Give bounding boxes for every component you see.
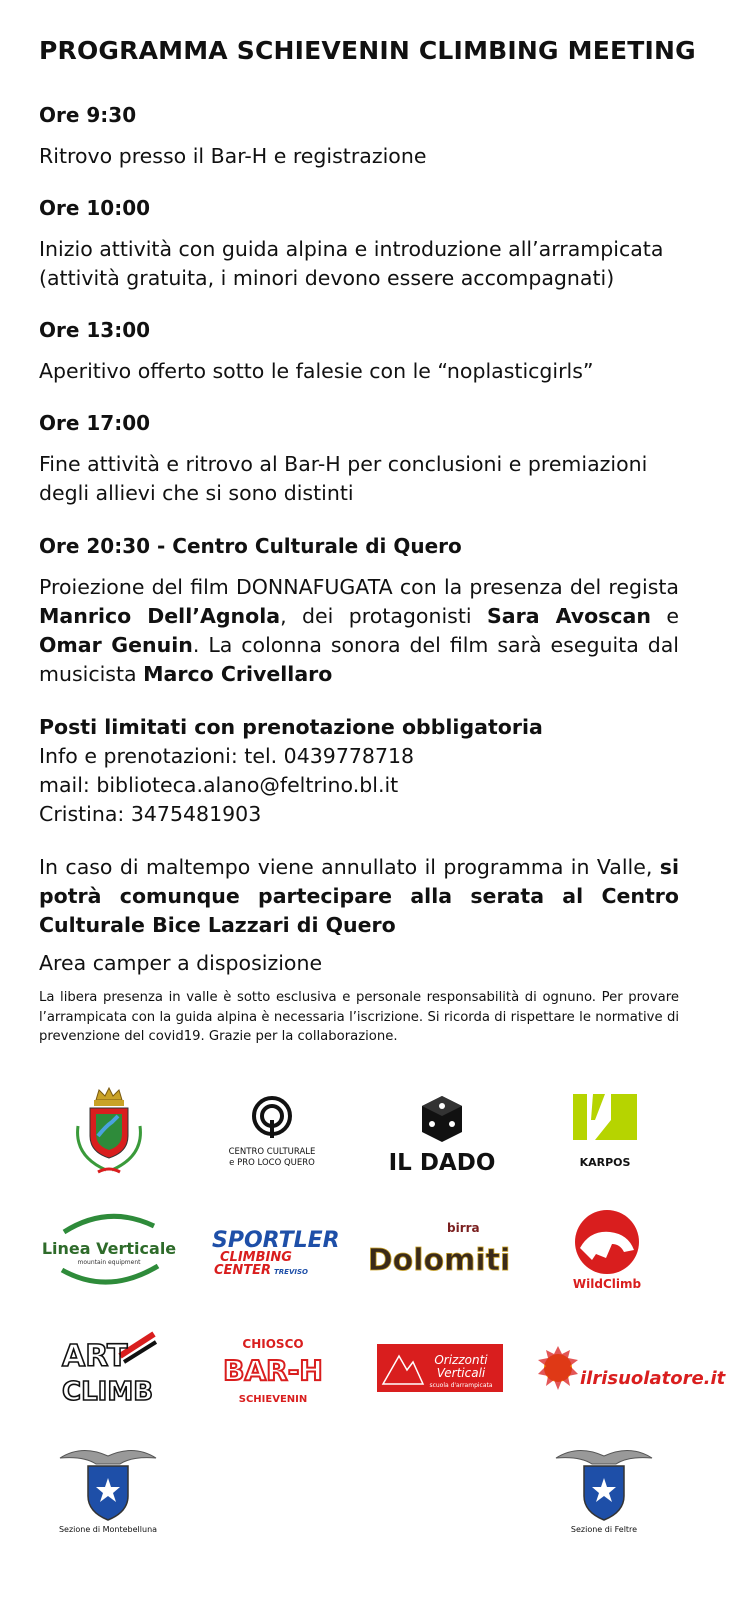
art-climb-logo — [58, 1330, 162, 1408]
quero-coat-of-arms-icon — [68, 1086, 150, 1178]
linea-verticale-logo — [41, 1208, 177, 1290]
time-930: Ore 9:30 — [39, 103, 137, 127]
cai-right-text: Sezione di Feltre — [570, 1525, 638, 1534]
sportler-treviso: TREVISO — [274, 1268, 308, 1276]
musician-name: Marco Crivellaro — [143, 662, 333, 686]
cai-montebelluna-logo — [52, 1440, 164, 1536]
chiosco-text: CHIOSCO — [242, 1337, 304, 1351]
cai-left-text: Sezione di Montebelluna — [58, 1525, 158, 1534]
director-name: Manrico Dell’Agnola — [39, 604, 281, 628]
text-1000-line2: (attività gratuita, i minori devono essere accompagnati) — [39, 266, 615, 290]
text-1700-line2: degli allievi che si sono distinti — [39, 481, 354, 505]
booking-block — [39, 713, 679, 829]
text-1300: Aperitivo offerto sotto le falesie con le “noplasticgirls” — [39, 359, 594, 383]
text-2030-part: Proiezione del film DONNAFUGATA con la presenza del regista — [39, 575, 679, 599]
sportler-text: SPORTLER — [212, 1228, 340, 1253]
text-2030-part: e — [650, 604, 679, 628]
orizzonti-verticali-logo — [377, 1344, 503, 1392]
page-title: PROGRAMMA SCHIEVENIN CLIMBING MEETING — [39, 36, 696, 65]
time-1700: Ore 17:00 — [39, 411, 151, 435]
text-1000 — [39, 235, 679, 293]
wildclimb-text: WildClimb — [572, 1277, 642, 1291]
bar-h-logo — [215, 1330, 331, 1412]
text-2030-part: . La colonna sonora del film sarà eseguita dal musicista — [39, 633, 679, 686]
birra-dolomiti-logo — [367, 1218, 511, 1282]
sportler-center: CENTER — [214, 1263, 272, 1278]
sportler-climbing: CLIMBING — [220, 1250, 292, 1265]
cai-feltre-logo — [548, 1440, 660, 1536]
dolomiti-text: Dolomiti — [367, 1243, 511, 1278]
text-1700-line1: Fine attività e ritrovo al Bar-H per conclusioni e premiazioni — [39, 452, 648, 476]
time-1000: Ore 10:00 — [39, 196, 151, 220]
climb-text: CLIMB — [62, 1377, 154, 1407]
text-1700 — [39, 450, 679, 508]
text-930: Ritrovo presso il Bar-H e registrazione — [39, 144, 427, 168]
text-1000-line1: Inizio attività con guida alpina e introduzione all’arrampicata — [39, 237, 664, 261]
text-2030 — [39, 573, 679, 689]
orizzonti-text: Orizzonti — [434, 1353, 488, 1367]
booking-heading: Posti limitati con prenotazione obbligatoria — [39, 715, 543, 739]
karpos-logo — [565, 1090, 645, 1174]
schievenin-text: SCHIEVENIN — [238, 1394, 308, 1405]
camper-note: Area camper a disposizione — [39, 951, 323, 975]
time-2030: Ore 20:30 - Centro Culturale di Quero — [39, 534, 462, 558]
centro-line1: CENTRO CULTURALE — [228, 1147, 316, 1157]
booking-mail: mail: biblioteca.alano@feltrino.bl.it — [39, 773, 399, 797]
centro-line2: e PRO LOCO QUERO — [229, 1158, 315, 1168]
centro-culturale-logo — [222, 1092, 332, 1172]
barh-text: BAR-H — [223, 1354, 323, 1387]
risuolatore-logo — [532, 1342, 726, 1398]
linea-text: Linea Verticale — [41, 1239, 177, 1258]
dado-text: IL DADO — [388, 1150, 496, 1176]
il-dado-logo — [388, 1092, 496, 1176]
linea-sub: mountain equipment — [77, 1259, 141, 1266]
verticali-text: Verticali — [436, 1366, 486, 1380]
art-text: ART — [62, 1339, 128, 1374]
weather-text: In caso di maltempo viene annullato il programma in Valle, — [39, 855, 660, 879]
scuola-text: scuola d'arrampicata — [429, 1382, 493, 1389]
protagonist-name: Sara Avoscan — [487, 604, 651, 628]
booking-contact: Cristina: 3475481903 — [39, 802, 262, 826]
time-1300: Ore 13:00 — [39, 318, 151, 342]
risuolatore-text: ilrisuolatore.it — [580, 1368, 726, 1389]
wildclimb-logo — [562, 1208, 652, 1294]
text-2030-part: , dei protagonisti — [280, 604, 487, 628]
sportler-logo — [208, 1225, 338, 1277]
weather-note — [39, 853, 679, 940]
karpos-text: KARPOS — [579, 1156, 631, 1169]
weather-bold: si potrà comunque partecipare alla serata al Centro Culturale Bice Lazzari di Quero — [39, 855, 679, 937]
disclaimer: La libera presenza in valle è sotto esclusiva e personale responsabilità di ognuno. Per provare l’arrampicata con la guida alpina è necessaria l’iscrizione. Si ricorda di rispettare le normative di prevenzione del covid19. Grazie per la collaborazione. — [39, 990, 679, 1044]
booking-phone: Info e prenotazioni: tel. 0439778718 — [39, 744, 415, 768]
protagonist-name: Omar Genuin — [39, 633, 193, 657]
birra-text: birra — [447, 1221, 480, 1235]
